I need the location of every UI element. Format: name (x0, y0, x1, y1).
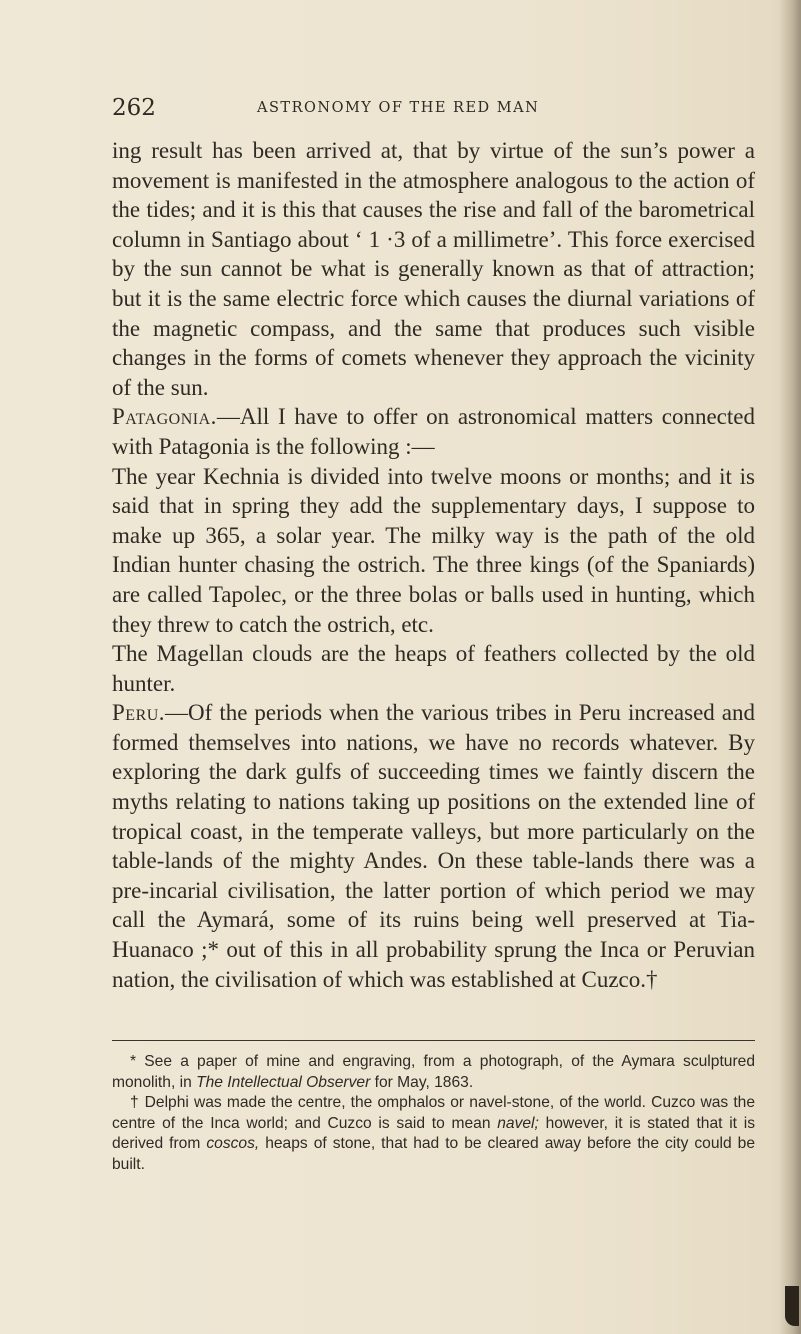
paragraph-peru-text: —Of the periods when the various tribes in Peru increased and formed themselves into nations, we have no records whatever. By exploring the dark gulfs of succeeding times we faintly discern the myths relating to nations taking up positions on the extended line of tropical coast, in the temperate valleys, but more particularly on the table-lands of the mighty Andes. On these table-lands there was a pre-incarial civilisation, the latter portion of which period we may call the Aymará, some of its ruins being well preserved at Tia-Huanaco ;* out of this in all probability sprung the Inca or Peruvian nation, the civilisation of which was established at Cuzco.† (112, 700, 755, 992)
paragraph-peru (112, 698, 755, 994)
paragraph-patagonia (112, 402, 755, 461)
running-head: ASTRONOMY OF THE RED MAN (257, 100, 540, 116)
paragraph-patagonia-text: —All I have to offer on astronomical matters connected with Patagonia is the following :— (112, 404, 755, 459)
footnote-delphi-text-3: heaps of stone, that had to be cleared away before the city could be built. (112, 1135, 756, 1173)
body-text (112, 136, 755, 994)
paragraph-sun-force: ing result has been arrived at, that by virtue of the sun’s power a movement is manifested in the atmosphere analogous to the action of the tides; and it is this that causes the rise and fall of the barometrical column in Santiago about ‘ 1 ·3 of a millimetre’. This force exercised by the sun cannot be what is generally known as that of attraction; but it is the same electric force which causes the diurnal variations of the magnetic compass, and the same that produces such visible changes in the forms of comets whenever they approach the vicinity of the sun. (112, 138, 755, 400)
section-heading-peru: Peru. (112, 700, 166, 726)
section-heading-patagonia: Patagonia. (112, 404, 217, 430)
footnote-word-navel: navel; (497, 1114, 539, 1132)
page-corner-mark (785, 1286, 799, 1326)
footnote-aymara-text: * See a paper of mine and engraving, from a photograph, of the Aymara sculptured monolith, in (112, 1053, 755, 1091)
footnote-word-coscos: coscos, (206, 1135, 260, 1152)
footnote-journal-title: The Intellectual Observer (196, 1073, 371, 1091)
paragraph-magellan: The Magellan clouds are the heaps of feathers collected by the old hunter. (112, 641, 755, 696)
footnote-delphi-text-2: however, it is stated that it is derived from (112, 1114, 755, 1152)
footnote-delphi-text: † Delphi was made the centre, the omphalos or navel-stone, of the world. Cuzco was the centre of the Inca world; and Cuzco is said to mean (112, 1094, 755, 1132)
paragraph-kechnia: The year Kechnia is divided into twelve moons or months; and it is said that in spring they add the supplementary days, I suppose to make up 365, a solar year. The milky way is the path of the old Indian hunter chasing the ostrich. The three kings (of the Spaniards) are called Tapolec, or the three bolas or balls used in hunting, which they threw to catch the ostrich, etc. (112, 463, 755, 637)
page-number: 262 (112, 95, 156, 121)
footnote-divider (112, 1040, 755, 1041)
footnotes (112, 1052, 755, 1175)
page-edge-shadow (779, 0, 801, 1334)
footnote-delphi (112, 1093, 755, 1175)
footnote-aymara-date: for May, 1863. (370, 1073, 474, 1091)
page-header (112, 90, 752, 130)
footnote-aymara (112, 1052, 755, 1093)
